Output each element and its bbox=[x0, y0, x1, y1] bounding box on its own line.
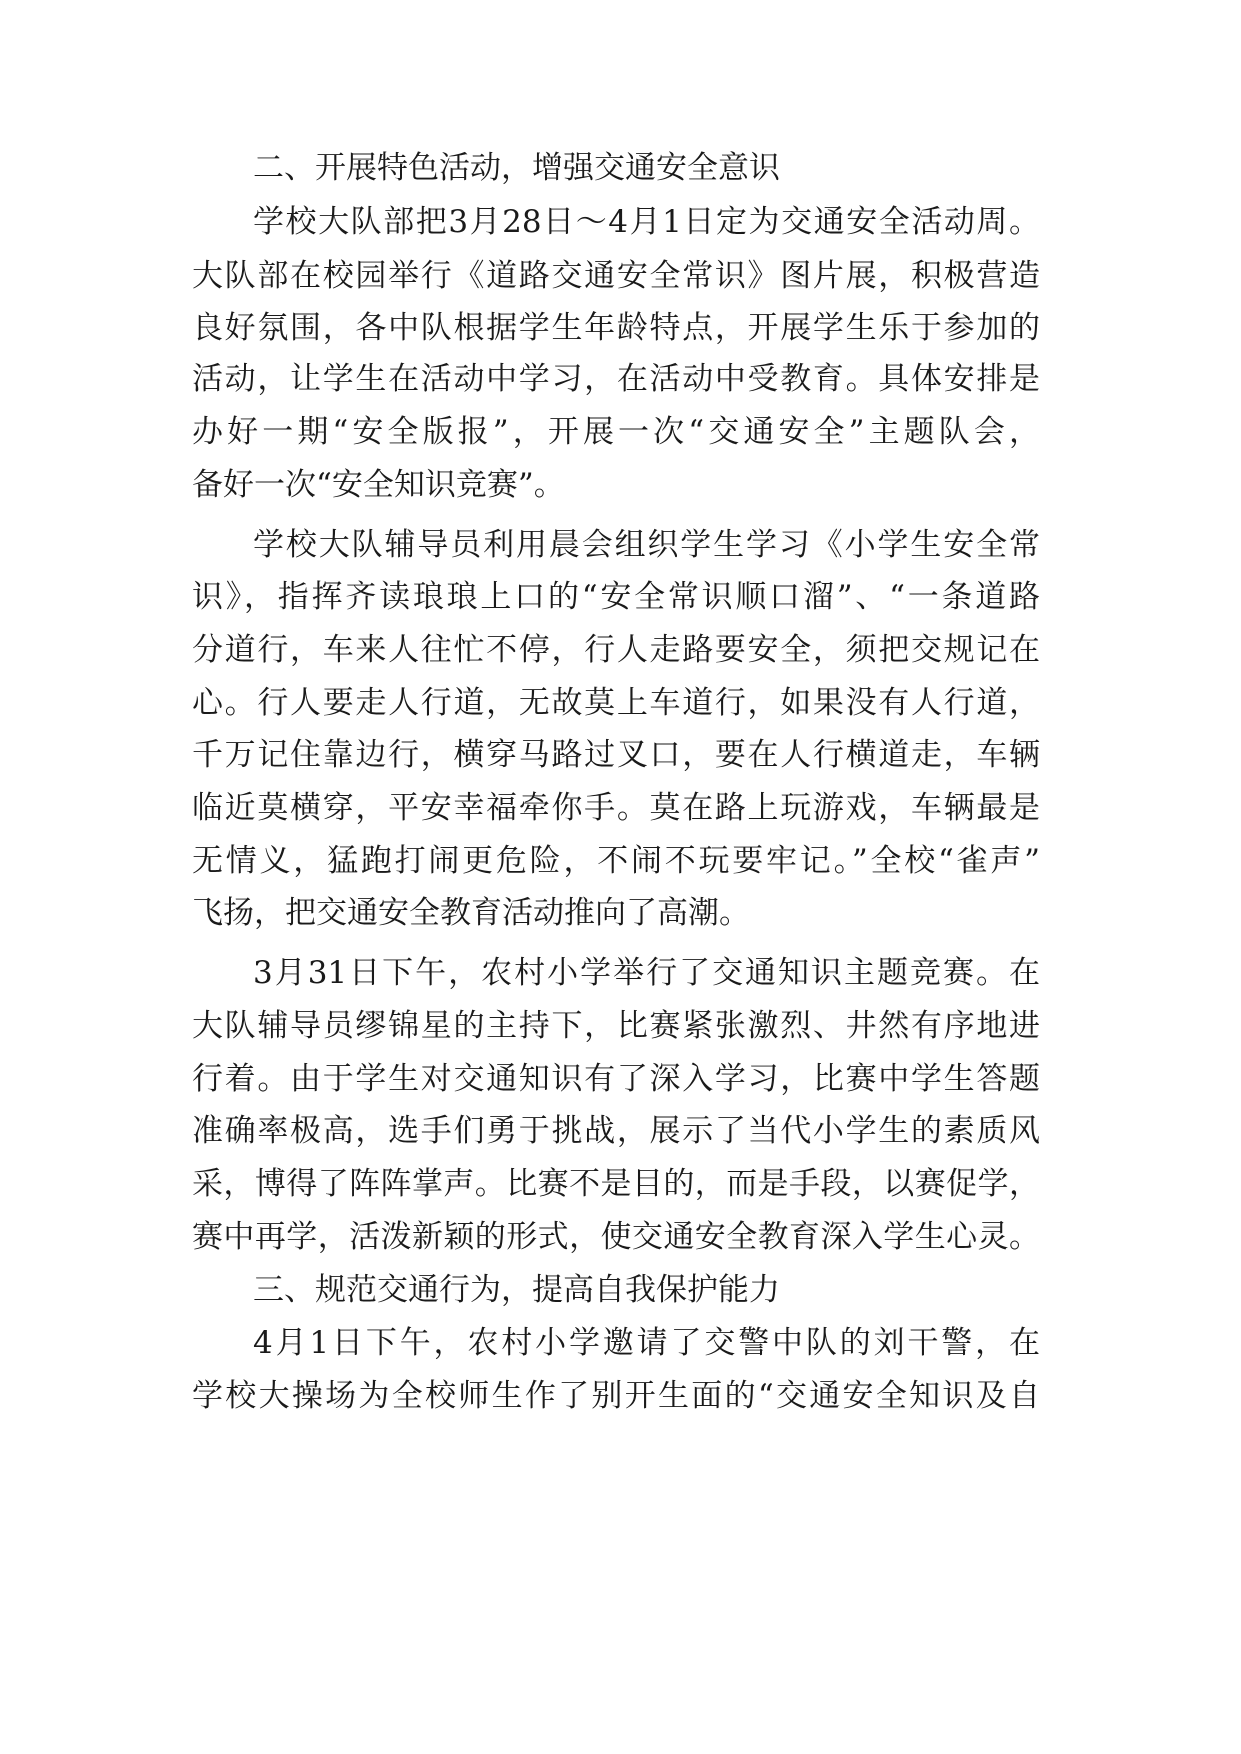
paragraph-line: 活动，让学生在活动中学习，在活动中受教育。具体安排是 bbox=[192, 361, 1040, 397]
paragraph-line: 学校大队部把3月28日～4月1日定为交通安全活动周。 bbox=[253, 204, 1040, 240]
paragraph-line: 临近莫横穿，平安幸福牵你手。莫在路上玩游戏，车辆最是 bbox=[192, 790, 1040, 826]
paragraph-line: 千万记住靠边行，横穿马路过叉口，要在人行横道走，车辆 bbox=[192, 737, 1040, 773]
paragraph-line: 大队部在校园举行《道路交通安全常识》图片展，积极营造 bbox=[192, 258, 1040, 294]
section-heading: 三、规范交通行为，提高自我保护能力 bbox=[253, 1272, 780, 1308]
paragraph-line: 备好一次“安全知识竞赛”。 bbox=[192, 467, 565, 503]
paragraph-line: 分道行，车来人往忙不停，行人走路要安全，须把交规记在 bbox=[192, 632, 1040, 668]
paragraph-line: 心。行人要走人行道，无故莫上车道行，如果没有人行道， bbox=[192, 685, 1040, 721]
paragraph-line: 飞扬，把交通安全教育活动推向了高潮。 bbox=[192, 895, 750, 931]
paragraph-line: 学校大操场为全校师生作了别开生面的“交通安全知识及自 bbox=[192, 1378, 1040, 1414]
paragraph-line: 良好氛围，各中队根据学生年龄特点，开展学生乐于参加的 bbox=[192, 310, 1040, 346]
paragraph-line: 赛中再学，活泼新颖的形式，使交通安全教育深入学生心灵。 bbox=[192, 1219, 1040, 1255]
paragraph-line: 无情义，猛跑打闹更危险，不闹不玩要牢记。”全校“雀声” bbox=[192, 843, 1040, 879]
paragraph-line: 准确率极高，选手们勇于挑战，展示了当代小学生的素质风 bbox=[192, 1113, 1040, 1149]
paragraph-line: 办好一期“安全版报”，开展一次“交通安全”主题队会， bbox=[192, 414, 1040, 450]
paragraph-line: 大队辅导员缪锦星的主持下，比赛紧张激烈、井然有序地进 bbox=[192, 1008, 1040, 1044]
paragraph-line: 4月1日下午，农村小学邀请了交警中队的刘干警，在 bbox=[253, 1325, 1040, 1361]
paragraph-line: 识》，指挥齐读琅琅上口的“安全常识顺口溜”、“一条道路 bbox=[192, 579, 1040, 615]
paragraph-line: 3月31日下午，农村小学举行了交通知识主题竞赛。在 bbox=[253, 955, 1040, 991]
paragraph-line: 采，博得了阵阵掌声。比赛不是目的，而是手段，以赛促学， bbox=[192, 1166, 1040, 1202]
paragraph-line: 学校大队辅导员利用晨会组织学生学习《小学生安全常 bbox=[253, 527, 1040, 563]
section-heading: 二、开展特色活动，增强交通安全意识 bbox=[253, 150, 780, 186]
paragraph-line: 行着。由于学生对交通知识有了深入学习，比赛中学生答题 bbox=[192, 1061, 1040, 1097]
